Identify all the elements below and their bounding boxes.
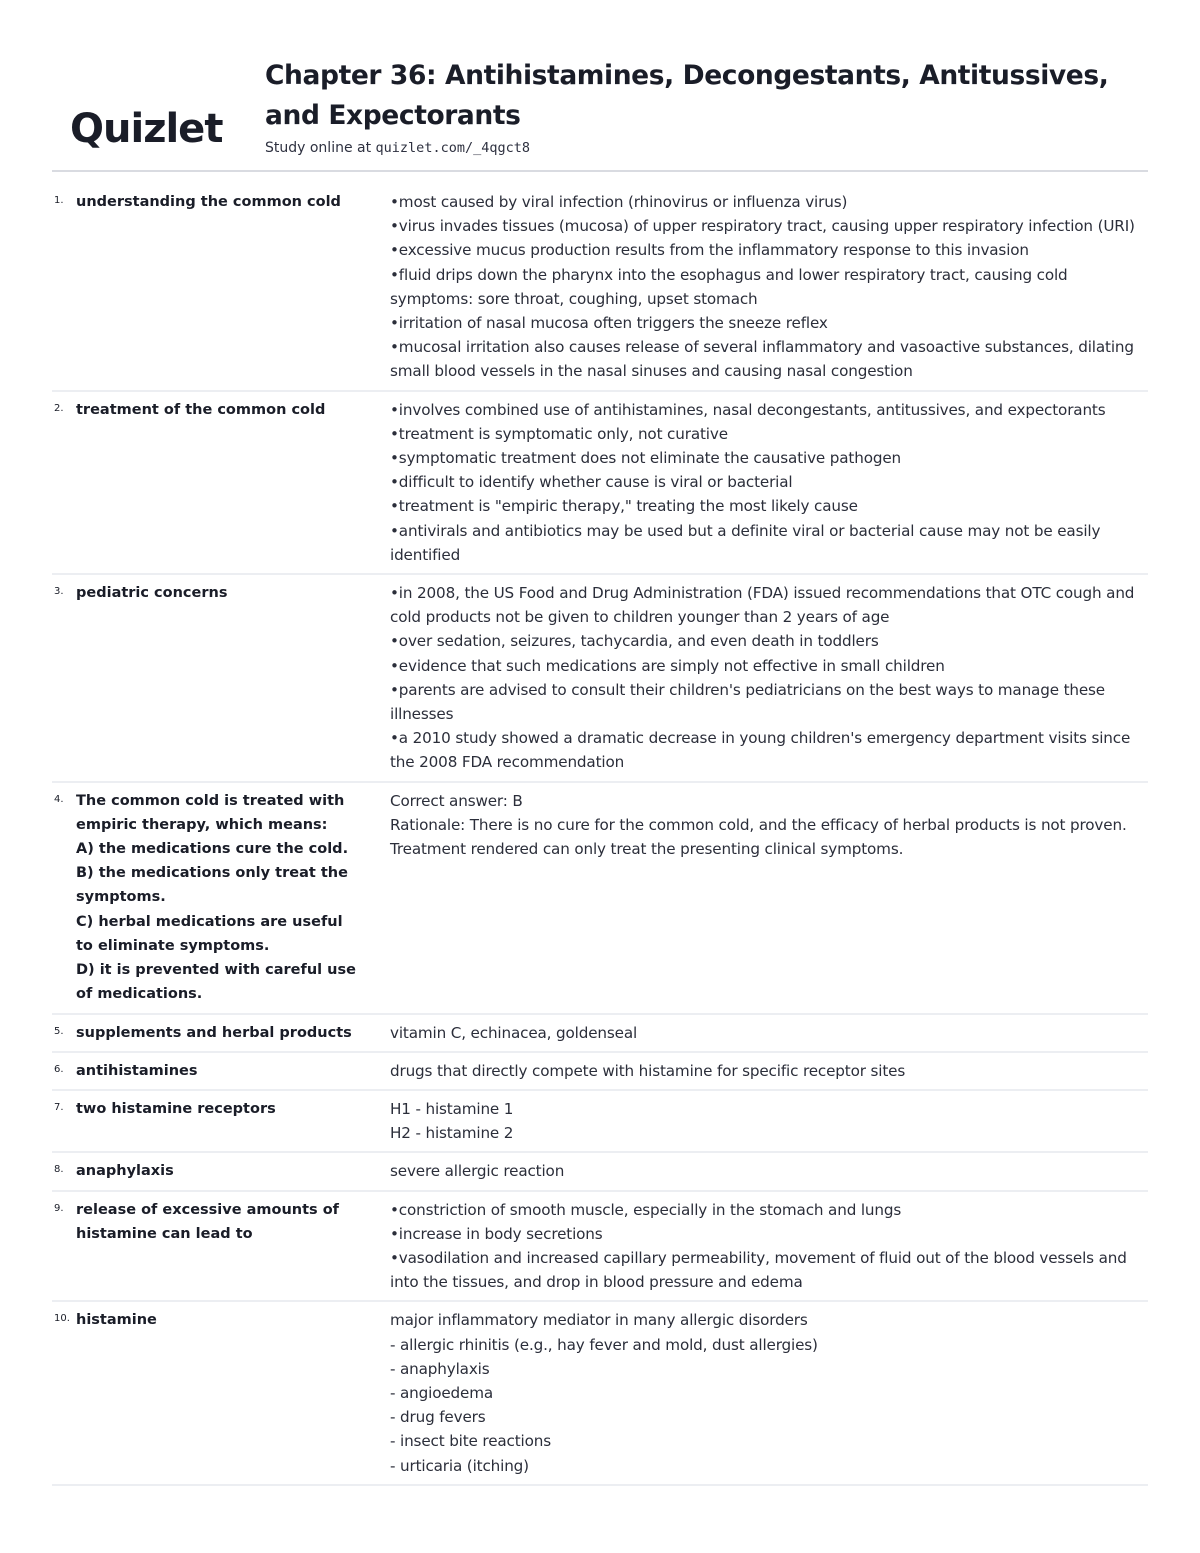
flashcard-row: [52, 1192, 1148, 1303]
card-term: antihistamines: [76, 1062, 198, 1079]
flashcard-row: [52, 1153, 1148, 1191]
flashcard-row: [52, 392, 1148, 575]
flashcard-row: [52, 1015, 1148, 1053]
card-term: The common cold is treated with empiric therapy, which means: A) the medications cure the cold. B) the medications only treat the symptoms. C) herbal medications are useful to eliminate symptoms. D) it is prevented with careful use of medications.: [76, 792, 356, 1003]
card-term: supplements and herbal products: [76, 1024, 352, 1041]
flashcard-list: [52, 184, 1148, 1486]
card-term: pediatric concerns: [76, 585, 228, 602]
flashcard-row: [52, 783, 1148, 1015]
page-title: Chapter 36: Antihistamines, Decongestants, Antitussives, and Expectorants: [265, 60, 1109, 131]
card-definition: vitamin C, echinacea, goldenseal: [390, 1023, 638, 1042]
quizlet-logo: Quizlet: [70, 106, 223, 152]
page-header: [52, 56, 1148, 172]
flashcard-row: [52, 1091, 1148, 1153]
card-number: 6.: [54, 1063, 64, 1075]
card-number: 4.: [54, 793, 64, 805]
card-number: 9.: [54, 1202, 64, 1214]
flashcard-row: [52, 1302, 1148, 1485]
card-number: 7.: [54, 1101, 64, 1113]
card-definition: •constriction of smooth muscle, especially in the stomach and lungs •increase in body secretions •vasodilation and increased capillary permeability, movement of fluid out of the blood vessels and into the tissues, and drop in blood pressure and edema: [390, 1200, 1127, 1292]
card-definition: drugs that directly compete with histamine for specific receptor sites: [390, 1061, 906, 1080]
card-term: anaphylaxis: [76, 1163, 174, 1180]
study-online-label: Study online at: [265, 140, 376, 156]
card-number: 10.: [54, 1313, 70, 1325]
card-definition: major inflammatory mediator in many allergic disorders - allergic rhinitis (e.g., hay fever and mold, dust allergies) - anaphylaxis - angioedema - drug fevers - insect bite reactions - urticaria (itching): [390, 1311, 818, 1475]
card-number: 2.: [54, 402, 64, 414]
card-definition: severe allergic reaction: [390, 1162, 565, 1181]
card-term: understanding the common cold: [76, 194, 341, 210]
flashcard-row: [52, 575, 1148, 783]
card-term: histamine: [76, 1312, 157, 1329]
card-number: 3.: [54, 586, 64, 598]
card-definition: •involves combined use of antihistamines, nasal decongestants, antitussives, and expectorants •treatment is symptomatic only, not curative •symptomatic treatment does not eliminate the causative pathogen •difficult to identify whether cause is viral or bacterial •treatment is "empiric therapy," treating the most likely cause •antivirals and antibiotics may be used but a definite viral or bacterial cause may not be easily identified: [390, 400, 1106, 564]
card-number: 1.: [54, 195, 64, 206]
study-url-link[interactable]: quizlet.com/_4qgct8: [375, 140, 530, 156]
card-term: treatment of the common cold: [76, 401, 326, 418]
card-definition: •most caused by viral infection (rhinovirus or influenza virus) •virus invades tissues (mucosa) of upper respiratory tract, causing upper respiratory infection (URI) •excessive mucus production results from the inflammatory response to this invasion •fluid drips down the pharynx into the esophagus and lower respiratory tract, causing cold symptoms: sore throat, coughing, upset stomach •irritation of nasal mucosa often triggers the sneeze reflex •mucosal irritation also causes release of several inflammatory and vasoactive substances, dilating small blood vessels in the nasal sinuses and causing nasal congestion: [390, 193, 1135, 381]
card-term: release of excessive amounts of histamine can lead to: [76, 1201, 339, 1242]
card-definition: Correct answer: B Rationale: There is no cure for the common cold, and the efficacy of herbal products is not proven. Treatment rendered can only treat the presenting clinical symptoms.: [390, 791, 1127, 859]
flashcard-row: [52, 184, 1148, 392]
card-term: two histamine receptors: [76, 1100, 276, 1117]
card-definition: H1 - histamine 1 H2 - histamine 2: [390, 1099, 514, 1143]
card-definition: •in 2008, the US Food and Drug Administration (FDA) issued recommendations that OTC cough and cold products not be given to children younger than 2 years of age •over sedation, seizures, tachycardia, and even death in toddlers •evidence that such medications are simply not effective in small children •parents are advised to consult their children's pediatricians on the best ways to manage these illnesses •a 2010 study showed a dramatic decrease in young children's emergency department visits since the 2008 FDA recommendation: [390, 584, 1135, 772]
card-number: 5.: [54, 1025, 64, 1037]
study-online-line: [265, 140, 530, 156]
flashcard-row: [52, 1053, 1148, 1091]
card-number: 8.: [54, 1164, 64, 1176]
